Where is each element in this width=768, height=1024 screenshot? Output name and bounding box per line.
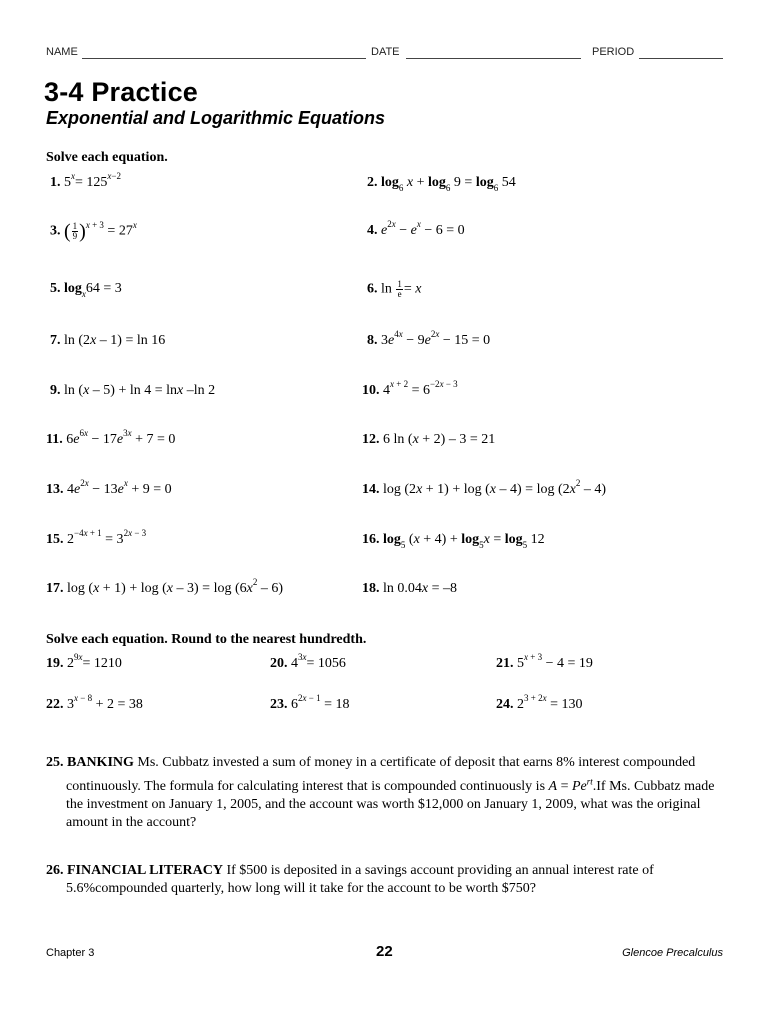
problem-1: 1. $5^x= 125^{x-2}$ (50, 171, 121, 190)
problem-3: 3. ( $\frac{1}{9}$ )$^{x + 3} = 27^x$ (50, 220, 137, 243)
problem-13: 13. $4e^{2x} - 13e^x + 9 = 0$ (46, 478, 172, 497)
problem-12: 12. 6 ln (x + 2) – 3 = 21 (362, 432, 496, 447)
date-blank[interactable] (406, 58, 581, 59)
name-label: NAME (46, 46, 78, 58)
problem-19: 19. $2^{9x}= 1210$ (46, 652, 122, 671)
page-subtitle: Exponential and Logarithmic Equations (46, 108, 386, 128)
problem-24: 24. $2^{3 + 2x} = 130$ (496, 693, 583, 712)
problem-20: 20. $4^{3x}= 1056$ (270, 652, 346, 671)
header-fields (46, 46, 726, 60)
word-problem-26: 26. FINANCIAL LITERACY If $500 is deposited in a savings account providing an annual interest rate of 5.6%compounded quarterly, how long will it take for the account to be worth $750? (46, 863, 654, 896)
problem-7: 7. ln (2x – 1) = ln 16 (50, 333, 166, 348)
problem-15: 15. $2^{-4x + 1} = 3^{2x - 3}$ (46, 528, 147, 547)
section2-instruction: Solve each equation. Round to the nearest hundredth. (46, 632, 367, 647)
problem-8: 8. $3e^{4x} - 9e^{2x} - 15 = 0$ (367, 329, 491, 348)
period-label: PERIOD (592, 46, 635, 58)
problem-23: 23. $6^{2x - 1} = 18$ (270, 693, 350, 712)
problem-21: 21. $5^{x + 3} - 4 = 19$ (496, 652, 593, 671)
problem-9: 9. ln (x – 5) + ln 4 = lnx –ln 2 (50, 383, 216, 398)
problem-18: 18. ln 0.04x = –8 (362, 581, 458, 596)
date-label: DATE (371, 46, 400, 58)
name-blank[interactable] (82, 58, 366, 59)
problem-6: 6. ln $\frac{1}{e}$ = x (367, 279, 422, 299)
problem-17: 17. $\log (x + 1) + \log (x - 3) = \log (6x^2 - 6)$ (46, 577, 284, 596)
problem-22: 22. $3^{x - 8} + 2 = 38$ (46, 693, 143, 712)
footer-page-number: 22 (376, 943, 393, 960)
problem-14: 14. $\log (2x + 1) + \log (x - 4) = \log (2x^2 - 4)$ (362, 478, 607, 497)
problem-16: 16. $\log_5 (x + 4) + \log_5x = \log_5 12$ (362, 532, 545, 550)
section1-instruction: Solve each equation. (46, 150, 168, 165)
page-title: 3-4 Practice (44, 77, 198, 107)
problem-5: 5. $\log_x64 = 3$ (50, 281, 122, 299)
word-problem-25: 25. BANKING Ms. Cubbatz invested a sum of money in a certificate of deposit that earns 8% interest compounded continuously. The formula for calculating interest that is compounded continuously is $A = Pe^{rt}.If$ Ms. Cubbatz made the investment on January 1, 2005, and the account was worth $12,000 on January 1, 2009, what was the original amount in the account? (46, 755, 715, 830)
problem-11: 11. $6e^{6x} - 17e^{3x} + 7 = 0$ (46, 428, 176, 447)
footer-chapter: Chapter 3 (46, 947, 95, 959)
problem-10: 10. $4^{x + 2} = 6^{-2x - 3}$ (362, 379, 458, 398)
period-blank[interactable] (639, 58, 723, 59)
problem-2: 2. $\log_6 x + \log_6 9 = \log_6 54$ (367, 175, 516, 193)
footer-publisher: Glencoe Precalculus (622, 947, 723, 959)
problem-4: 4. $e^{2x} - e^x - 6 = 0$ (367, 219, 465, 238)
